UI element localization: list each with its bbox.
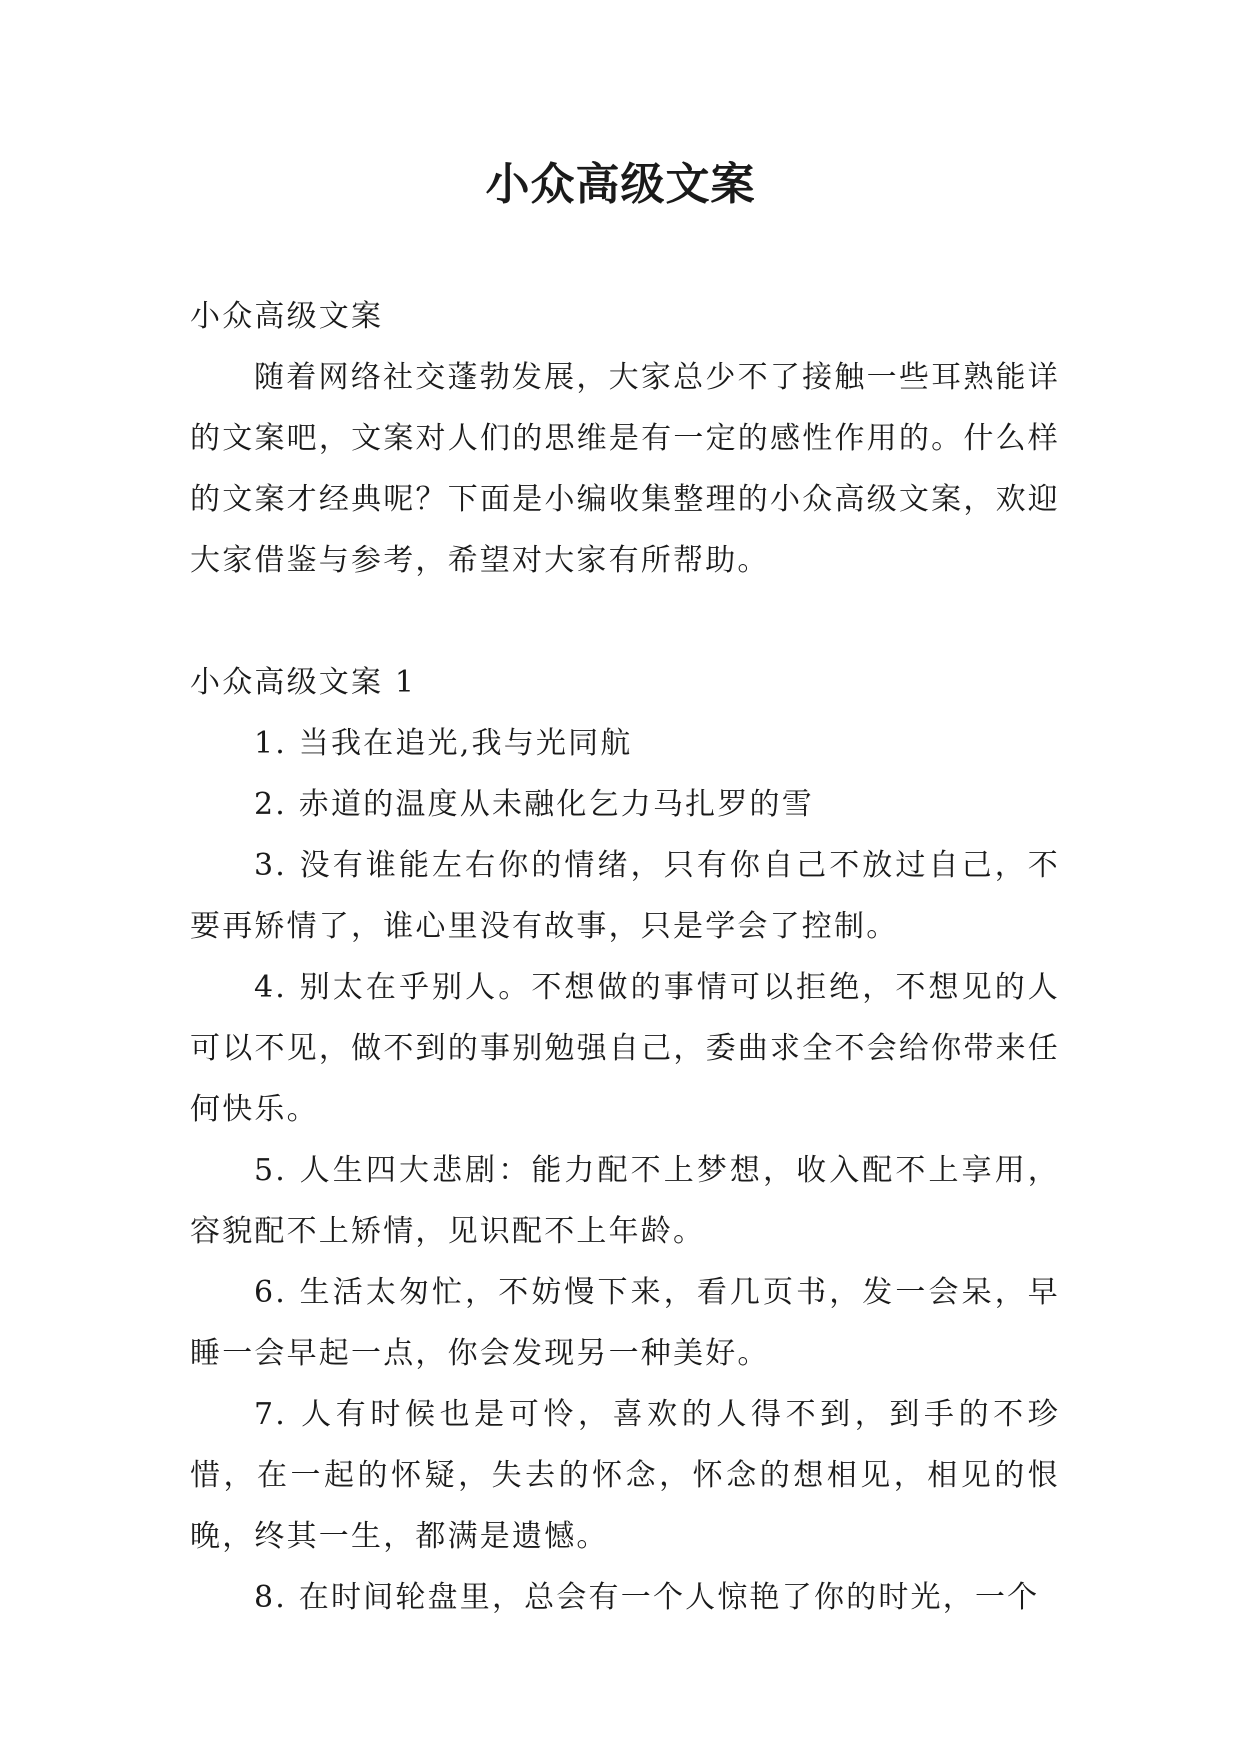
section-heading: 小众高级文案	[190, 299, 384, 334]
document-body	[190, 286, 1060, 1628]
document-title: 小众高级文案	[485, 159, 756, 210]
list-item: 8. 在时间轮盘里，总会有一个人惊艳了你的时光，一个	[254, 1580, 1040, 1615]
list-item: 6. 生活太匆忙，不妨慢下来，看几页书，发一会呆，早睡一会早起一点，你会发现另一种美好。	[190, 1275, 1060, 1371]
intro-paragraph: 随着网络社交蓬勃发展，大家总少不了接触一些耳熟能详的文案吧，文案对人们的思维是有一定的感性作用的。什么样的文案才经典呢？下面是小编收集整理的小众高级文案，欢迎大家借鉴与参考，希望对大家有所帮助。	[190, 360, 1060, 578]
list-item: 1. 当我在追光,我与光同航	[254, 726, 633, 761]
subsection-heading: 小众高级文案 1	[190, 665, 417, 700]
list-item: 3. 没有谁能左右你的情绪，只有你自己不放过自己，不要再矫情了，谁心里没有故事，只是学会了控制。	[190, 848, 1060, 944]
list-item: 5. 人生四大悲剧：能力配不上梦想，收入配不上享用，容貌配不上矫情，见识配不上年龄。	[190, 1153, 1060, 1249]
list-item: 4. 别太在乎别人。不想做的事情可以拒绝，不想见的人可以不见，做不到的事别勉强自己，委曲求全不会给你带来任何快乐。	[190, 970, 1060, 1127]
list-item: 7. 人有时候也是可怜，喜欢的人得不到，到手的不珍惜，在一起的怀疑，失去的怀念，怀念的想相见，相见的恨晚，终其一生，都满是遗憾。	[190, 1397, 1060, 1554]
list-item: 2. 赤道的温度从未融化乞力马扎罗的雪	[254, 787, 814, 822]
paragraph-gap	[190, 591, 1060, 652]
